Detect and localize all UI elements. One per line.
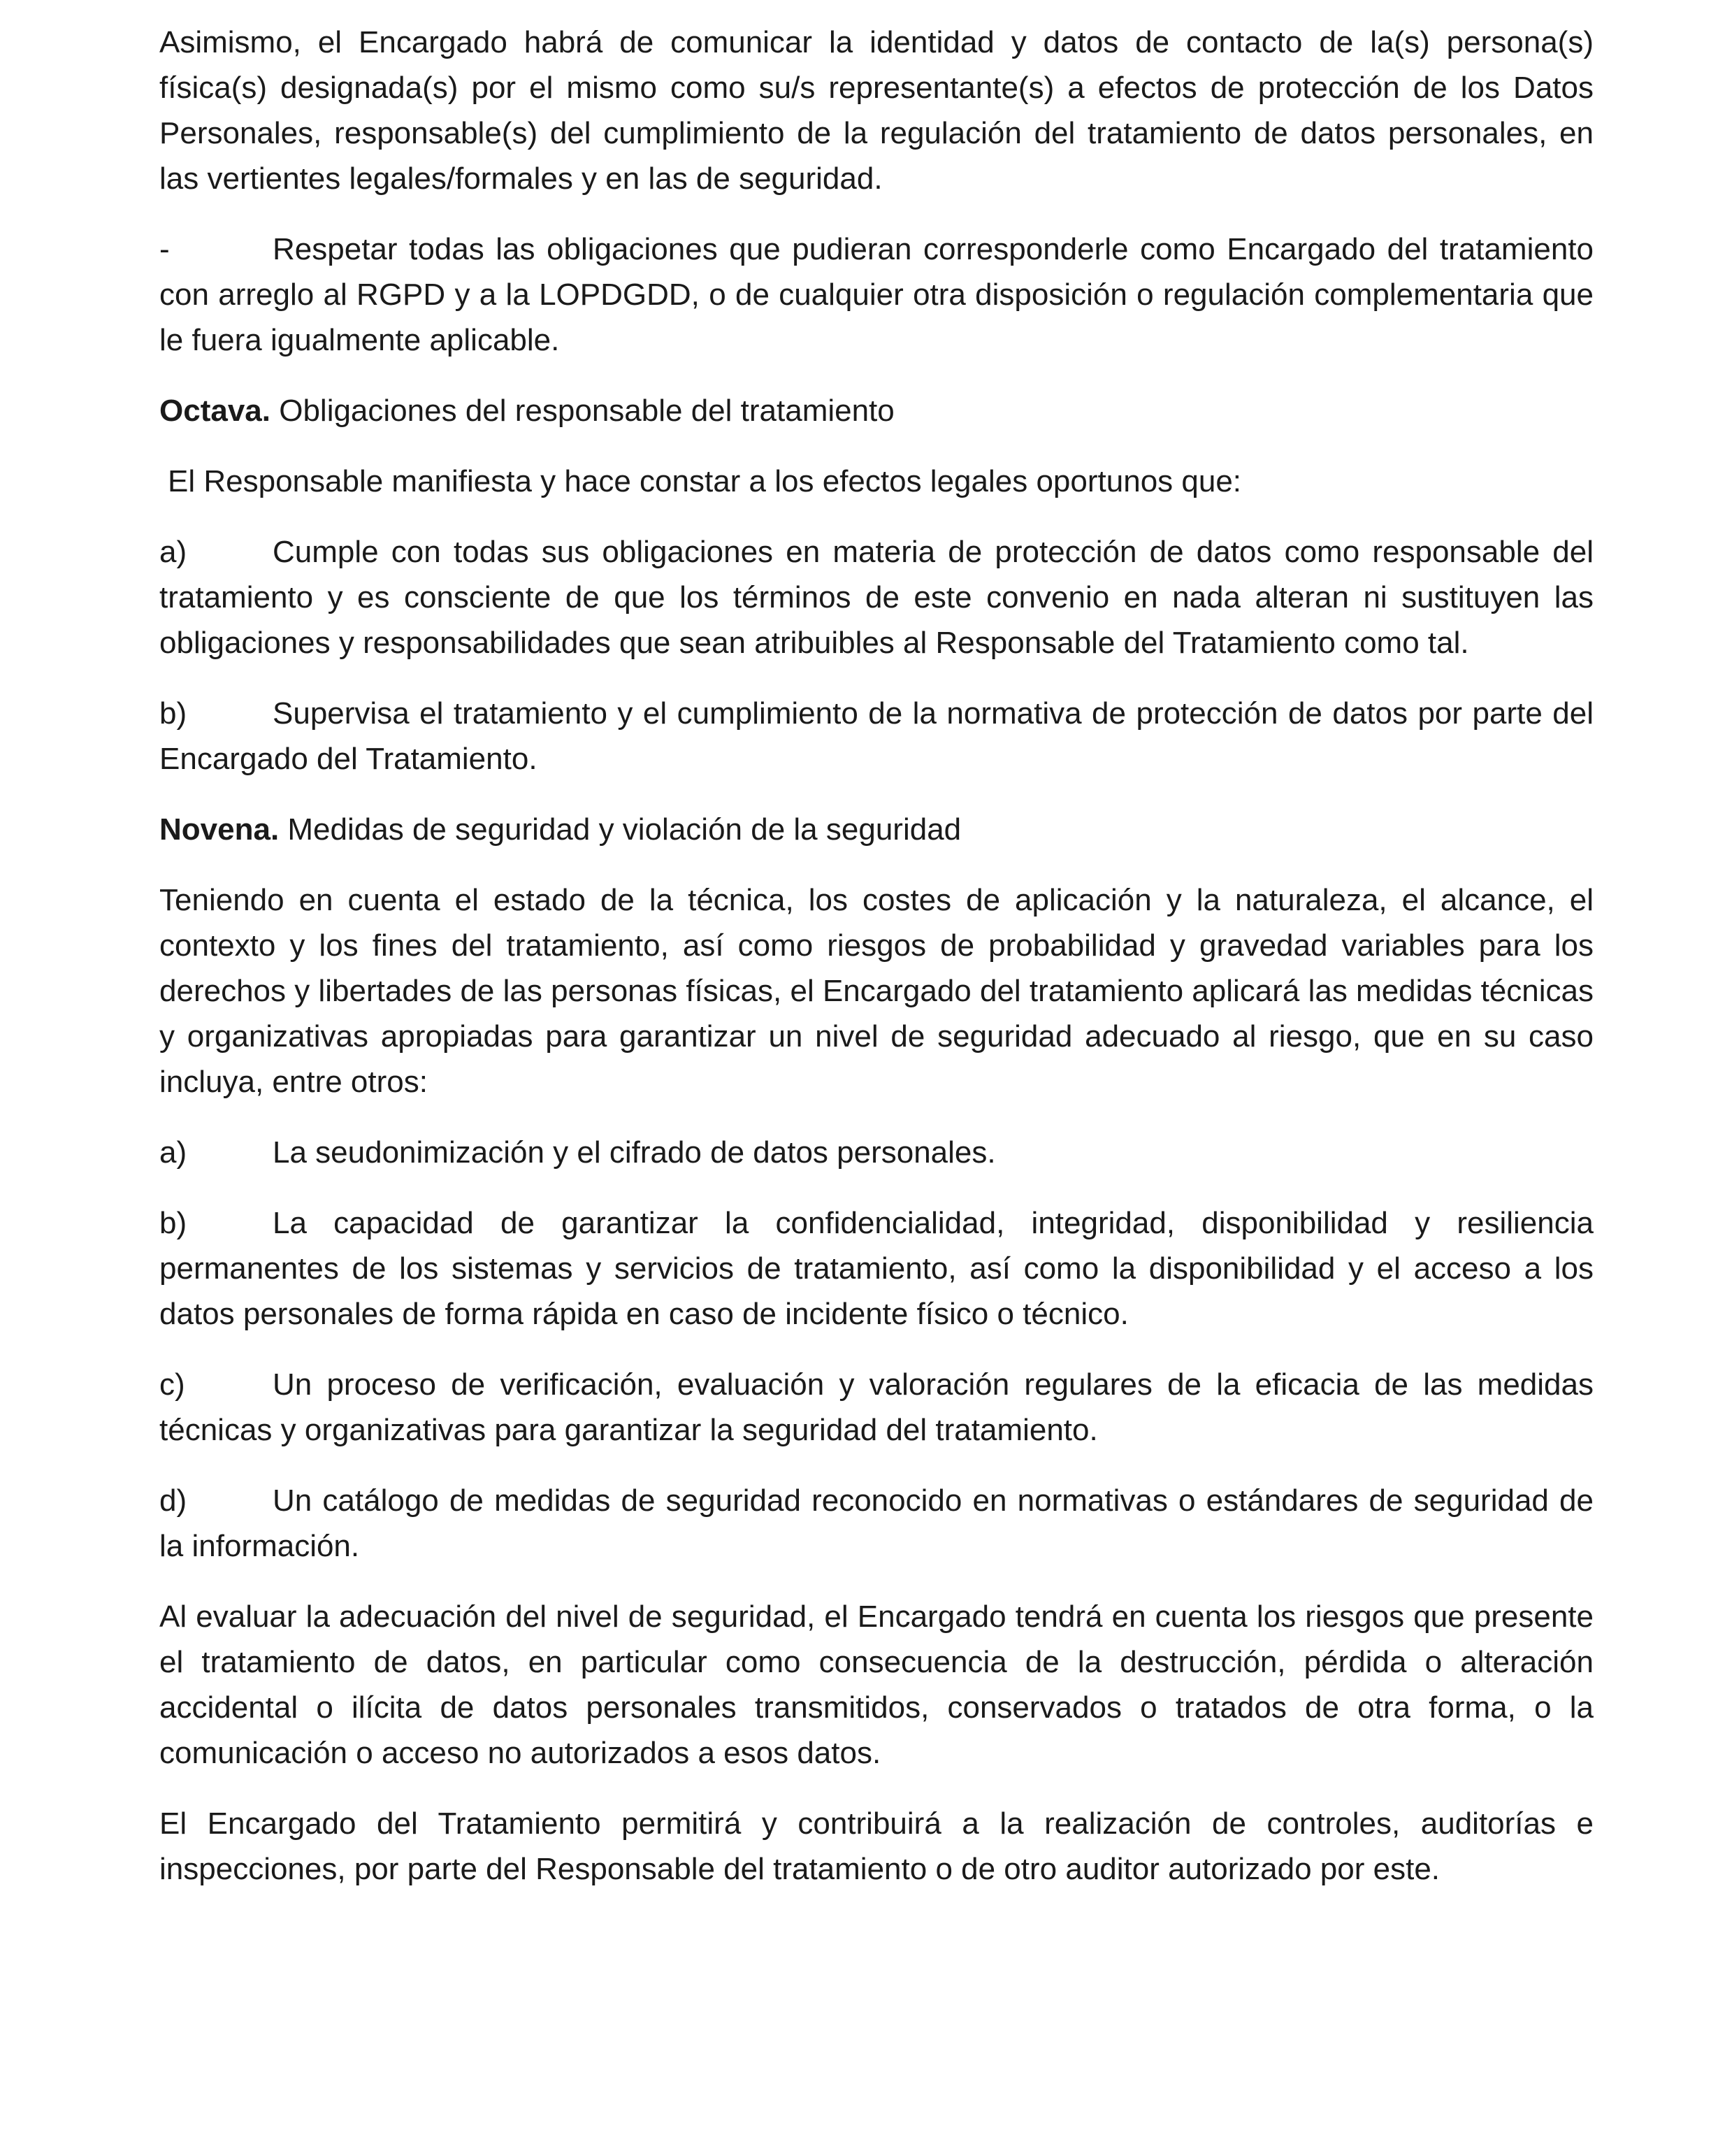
bullet-item-respetar — [159, 227, 1594, 363]
novena-item-c — [159, 1362, 1594, 1453]
section-label-octava: Octava. — [159, 394, 270, 428]
section-title-octava: Obligaciones del responsable del tratamiento — [279, 394, 895, 428]
paragraph-auditorias: El Encargado del Tratamiento permitirá y contribuirá a la realización de controles, auditorías e inspecciones, por parte del Responsable del tratamiento o de otro auditor autorizado por este. — [159, 1806, 1594, 1886]
novena-item-a — [159, 1130, 1594, 1175]
octava-item-a — [159, 529, 1594, 666]
novena-item-d — [159, 1478, 1594, 1569]
section-heading-novena — [159, 807, 1594, 852]
octava-item-b — [159, 691, 1594, 782]
bullet-text: Respetar todas las obligaciones que pudieran corresponderle como Encargado del tratamiento con arreglo al RGPD y a la LOPDGDD, o de cualquier otra disposición o regulación complementaria que le fuera igualmente aplicable. — [159, 232, 1594, 357]
item-text: Un proceso de verificación, evaluación y valoración regulares de la eficacia de las medidas técnicas y organizativas para garantizar la seguridad del tratamiento. — [159, 1367, 1594, 1447]
item-text: Cumple con todas sus obligaciones en materia de protección de datos como responsable del tratamiento y es consciente de que los términos de este convenio en nada alteran ni sustituyen las obligaciones y responsabilidades que sean atribuibles al Responsable del Tratamiento como tal. — [159, 535, 1594, 660]
item-text: Supervisa el tratamiento y el cumplimiento de la normativa de protección de datos por parte del Encargado del Tratamiento. — [159, 696, 1594, 776]
item-marker: c) — [159, 1367, 185, 1402]
bullet-marker: - — [159, 232, 170, 266]
paragraph-evaluar-riesgos: Al evaluar la adecuación del nivel de seguridad, el Encargado tendrá en cuenta los riesgos que presente el tratamiento de datos, en particular como consecuencia de la destrucción, pérdida o alteración accidental o ilícita de datos personales transmitidos, conservados o tratados de otra forma, o la comunicación o acceso no autorizados a esos datos. — [159, 1600, 1594, 1770]
paragraph-representante: Asimismo, el Encargado habrá de comunicar la identidad y datos de contacto de la(s) persona(s) física(s) designada(s) por el mismo como su/s representante(s) a efectos de protección de los Datos Personales, responsable(s) del cumplimiento de la regulación del tratamiento de datos personales, en las vertientes legales/formales y en las de seguridad. — [159, 25, 1594, 196]
section-title-novena: Medidas de seguridad y violación de la seguridad — [287, 812, 962, 847]
item-marker: d) — [159, 1483, 187, 1518]
item-marker: a) — [159, 535, 187, 569]
document-page — [159, 20, 1594, 1917]
item-marker: a) — [159, 1135, 187, 1170]
section-heading-octava — [159, 388, 1594, 433]
item-text: La seudonimización y el cifrado de datos personales. — [273, 1135, 996, 1170]
novena-intro: Teniendo en cuenta el estado de la técnica, los costes de aplicación y la naturaleza, el alcance, el contexto y los fines del tratamiento, así como riesgos de probabilidad y gravedad variables para los derechos y libertades de las personas físicas, el Encargado del tratamiento aplicará las medidas técnicas y organizativas apropiadas para garantizar un nivel de seguridad adecuado al riesgo, que en su caso incluya, entre otros: — [159, 883, 1594, 1099]
item-text: Un catálogo de medidas de seguridad reconocido en normativas o estándares de seguridad de la información. — [159, 1483, 1594, 1563]
item-marker: b) — [159, 1206, 187, 1240]
section-label-novena: Novena. — [159, 812, 280, 847]
item-text: La capacidad de garantizar la confidencialidad, integridad, disponibilidad y resiliencia permanentes de los sistemas y servicios de tratamiento, así como la disponibilidad y el acceso a los datos personales de forma rápida en caso de incidente físico o técnico. — [159, 1206, 1594, 1331]
item-marker: b) — [159, 696, 187, 731]
novena-item-b — [159, 1200, 1594, 1337]
octava-intro: El Responsable manifiesta y hace constar a los efectos legales oportunos que: — [168, 464, 1242, 498]
